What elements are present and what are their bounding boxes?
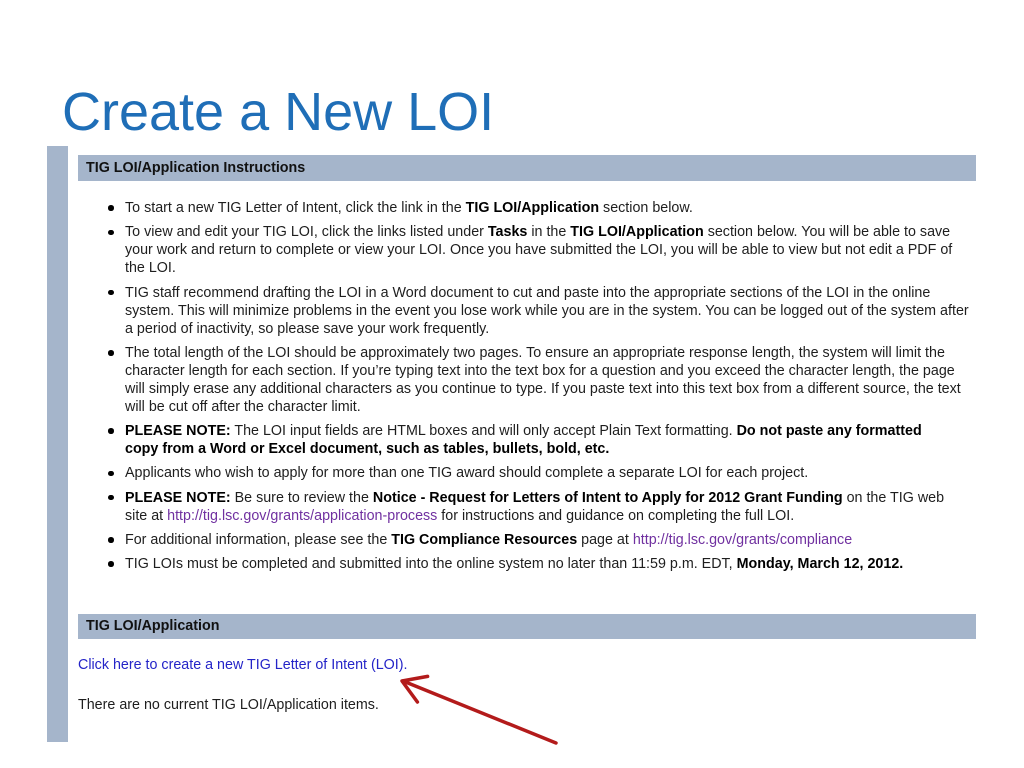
deadline-date: Monday, March 12, 2012.	[736, 556, 904, 572]
arrow-head	[402, 676, 428, 702]
arrow-shaft	[403, 681, 556, 743]
instruction-bullet	[125, 555, 969, 573]
please-note-label: PLEASE NOTE:	[125, 489, 231, 506]
bullet-text: TIG LOIs must be completed and submitted into the online system no later than 11:59 p.m. EDT,	[125, 556, 737, 572]
instructions-header: TIG LOI/Application Instructions	[78, 155, 976, 181]
bullet-text: system. This will minimize problems in the event you lose work while you are in the system. You can be logged out of the system after	[125, 302, 969, 319]
bullet-text: TIG staff recommend drafting the LOI in a Word document to cut and paste into the appropriate sections of the LOI in the online	[125, 284, 931, 301]
bold-text: Tasks	[487, 224, 528, 241]
bullet-text: To start a new TIG Letter of Intent, click the link in the	[125, 200, 466, 216]
bullet-text: site at	[125, 507, 168, 524]
bullet-text: page at	[577, 531, 633, 548]
instruction-bullet	[125, 344, 969, 416]
application-process-url-link[interactable]: http://tig.lsc.gov/grants/application-process	[167, 507, 438, 524]
instruction-bullet	[125, 489, 969, 525]
instruction-bullet	[125, 284, 969, 338]
bullet-text: on the TIG web	[842, 489, 945, 506]
bullet-text: will simply erase any additional characters as you continue to type. If you paste text into this text box from a different source, the text	[125, 380, 961, 397]
bullet-text: a period of inactivity, so please save your work frequently.	[125, 320, 490, 337]
instruction-bullet	[125, 199, 969, 217]
bold-text: TIG Compliance Resources	[391, 531, 578, 548]
bullet-text: Applicants who wish to apply for more than one TIG award should complete a separate LOI for each project.	[125, 465, 809, 482]
bullet-text: The total length of the LOI should be approximately two pages. To ensure an appropriate response length, the system will limit the	[125, 344, 945, 361]
bold-text: TIG LOI/Application	[465, 200, 600, 216]
empty-items-message: There are no current TIG LOI/Application items.	[78, 697, 379, 713]
bullet-text: To view and edit your TIG LOI, click the links listed under	[125, 224, 488, 241]
instruction-bullet	[125, 531, 969, 549]
slide-title: Create a New LOI	[62, 82, 495, 142]
bullet-text: section below. You will be able to save	[703, 224, 951, 241]
bullet-text: will be cut off after the character limit.	[125, 398, 361, 415]
bullet-text: for instructions and guidance on completing the full LOI.	[437, 507, 795, 524]
please-note-label: PLEASE NOTE:	[125, 423, 231, 439]
bold-text: copy from a Word or Excel document, such as tables, bullets, bold, etc.	[125, 441, 610, 457]
compliance-url-link[interactable]: http://tig.lsc.gov/grants/compliance	[632, 531, 853, 548]
bullet-text: your work and return to complete or view your LOI. Once you have submitted the LOI, you will be able to view but not edit a PDF of	[125, 242, 953, 259]
bullet-text: character length for each section. If you’re typing text into the text box for a question and you exceed the character length, the page	[125, 362, 955, 379]
bullet-text: section below.	[599, 200, 693, 216]
application-header: TIG LOI/Application	[78, 614, 976, 639]
instruction-bullet	[125, 223, 969, 277]
bullet-text: Be sure to review the	[230, 489, 373, 506]
left-accent-bar	[47, 146, 68, 742]
bold-text: Do not paste any formatted	[736, 423, 922, 439]
bullet-text: For additional information, please see the	[125, 531, 392, 548]
bold-text: Notice - Request for Letters of Intent to Apply for 2012 Grant Funding	[372, 489, 843, 506]
create-loi-link[interactable]: Click here to create a new TIG Letter of Intent (LOI).	[78, 657, 408, 673]
bullet-text: The LOI input fields are HTML boxes and will only accept Plain Text formatting.	[230, 423, 737, 439]
bullet-text: the LOI.	[125, 260, 176, 277]
instruction-bullet	[125, 422, 969, 458]
bullet-text: in the	[527, 224, 571, 241]
bold-text: TIG LOI/Application	[570, 224, 704, 241]
instructions-list	[125, 199, 969, 579]
instruction-bullet	[125, 464, 969, 482]
